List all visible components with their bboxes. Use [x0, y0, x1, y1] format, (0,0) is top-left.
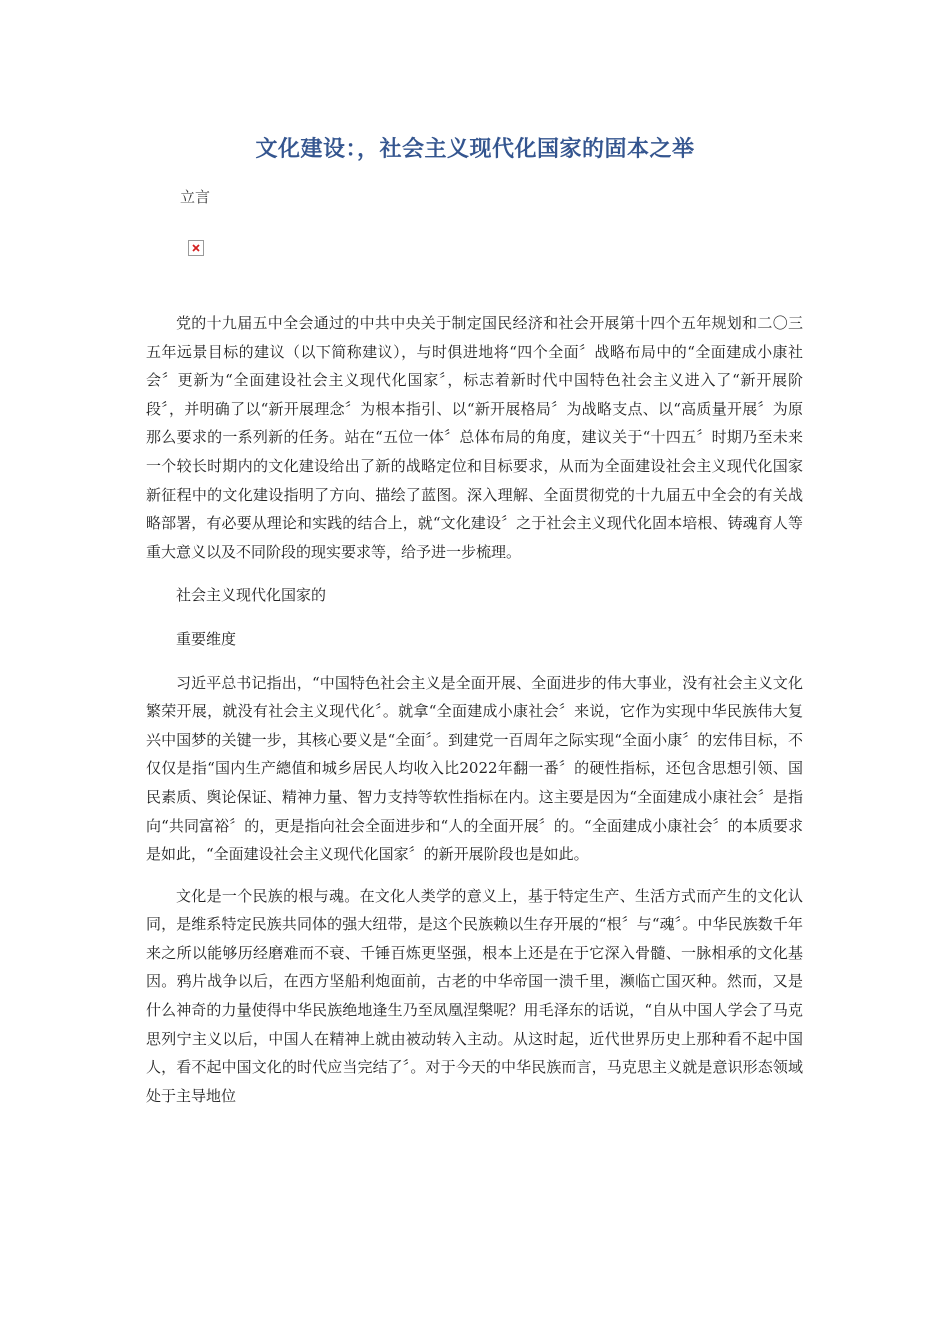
- paragraph-culture: 文化是一个民族的根与魂。在文化人类学的意义上，基于特定生产、生活方式而产生的文化认同，是维系特定民族共同体的强大纽带，是这个民族赖以生存开展的“根〞与“魂〞。中华民族数千年来之所以能够历经磨难而不衰、千锤百炼更坚强，根本上还是在于它深入骨髓、一脉相承的文化基因。鸦片战争以后，在西方坚船利炮面前，古老的中华帝国一溃千里，濒临亡国灭种。然而，又是什么神奇的力量使得中华民族绝地逢生乃至凤凰涅槃呢？用毛泽东的话说，“自从中国人学会了马克思列宁主义以后，中国人在精神上就由被动转入主动。从这时起，近代世界历史上那种看不起中国人，看不起中国文化的时代应当完结了〞。对于今天的中华民族而言，马克思主义就是意识形态领域处于主导地位: [146, 886, 803, 1105]
- broken-image-icon: [188, 240, 204, 256]
- author-name: 立言: [180, 188, 211, 206]
- document-title: 文化建设：，社会主义现代化国家的固本之举: [255, 137, 695, 162]
- section-heading-line-1: 社会主义现代化国家的: [176, 586, 327, 605]
- paragraph-xi-quote: 习近平总书记指出，“中国特色社会主义是全面开展、全面进步的伟大事业，没有社会主义文化繁荣开展，就没有社会主义现代化〞。就拿“全面建成小康社会〞来说，它作为实现中华民族伟大复兴中国梦的关键一步，其核心要义是“全面〞。到建党一百周年之际实现“全面小康〞的宏伟目标，不仅仅是指“国内生产總值和城乡居民人均收入比2022年翻一番〞的硬性指标，还包含思想引领、国民素质、舆论保证、精神力量、智力支持等软性指标在内。这主要是因为“全面建成小康社会〞是指向“共同富裕〞的，更是指向社会全面进步和“人的全面开展〞的。“全面建成小康社会〞的本质要求是如此，“全面建设社会主义现代化国家〞的新开展阶段也是如此。: [146, 673, 803, 864]
- red-x-icon: [191, 243, 201, 253]
- paragraph-intro: 党的十九届五中全会通过的中共中央关于制定国民经济和社会开展第十四个五年规划和二〇三五年远景目标的建议（以下简称建议），与时俱进地将“四个全面〞战略布局中的“全面建成小康社会〞更新为“全面建设社会主义现代化国家〞，标志着新时代中国特色社会主义进入了“新开展阶段〞，并明确了以“新开展理念〞为根本指引、以“新开展格局〞为战略支点、以“高质量开展〞为原那么要求的一系列新的任务。站在“五位一体〞总体布局的角度，建议关于“十四五〞时期乃至未来一个较长时期内的文化建设给出了新的战略定位和目标要求，从而为全面建设社会主义现代化国家新征程中的文化建设指明了方向、描绘了蓝图。深入理解、全面贯彻党的十九届五中全会的有关战略部署，有必要从理论和实践的结合上，就“文化建设〞之于社会主义现代化固本培根、铸魂育人等重大意义以及不同阶段的现实要求等，给予进一步梳理。: [146, 314, 803, 561]
- document-body: [146, 309, 803, 1110]
- section-heading-line-2: 重要维度: [176, 629, 237, 648]
